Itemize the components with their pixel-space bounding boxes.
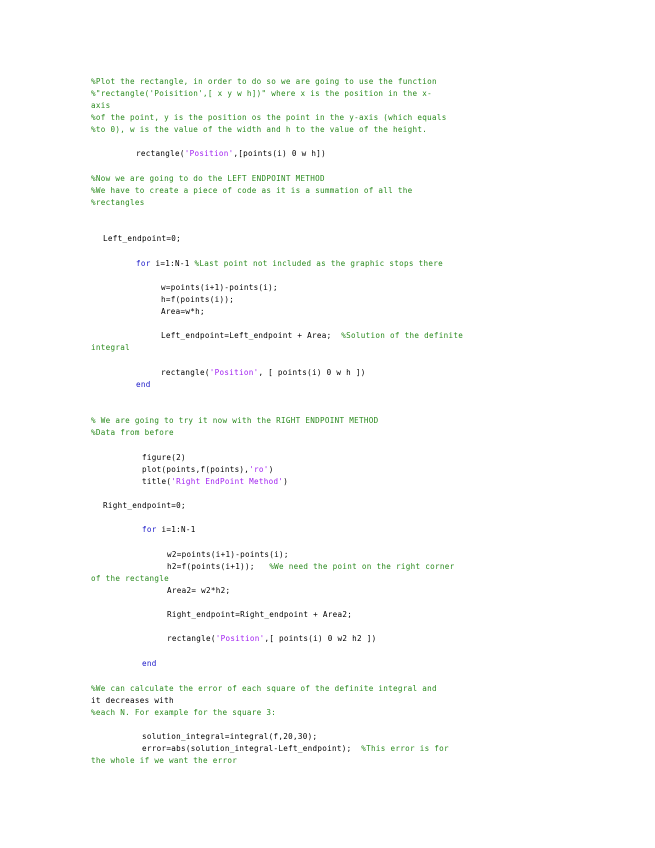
comment-line: the whole if we want the error [91,756,238,765]
code-text: rectangle( [161,368,210,377]
code-line: Area2= w2*h2; [167,586,231,595]
inline-comment: %This error is for [361,744,449,753]
string-literal: 'Position' [184,149,234,158]
code-line: h=f(points(i)); [161,295,235,304]
comment-line: %of the point, y is the position os the point in the y-axis (which equals [91,113,447,122]
comment-line: %We have to create a piece of code as it is a summation of all the [91,186,413,195]
code-text: Left_endpoint=Left_endpoint + Area; [161,331,342,340]
comment-line: integral [91,343,130,352]
inline-comment: %We need the point on the right corner [269,562,455,571]
code-text: , [ points(i) 0 w h ]) [258,368,366,377]
comment-line: %"rectangle('Poisition',[ x y w h])" where x is the position in the x- [91,89,433,98]
comment-line: % We are going to try it now with the RIGHT ENDPOINT METHOD [91,416,379,425]
code-line: solution_integral=integral(f,20,30); [142,732,318,741]
code-line [161,368,366,378]
code-line [142,744,449,754]
code-line [142,477,288,487]
code-line: w2=points(i+1)-points(i); [167,550,289,559]
code-text: plot(points,f(points), [142,465,250,474]
code-line: figure(2) [142,453,186,462]
keyword-end: end [142,659,157,668]
keyword-end: end [136,380,151,389]
string-literal: 'Right EndPoint Method' [171,477,284,486]
code-line [167,562,454,572]
code-text: rectangle( [136,149,185,158]
code-text: i=1:N-1 [156,525,196,534]
comment-line: %rectangles [91,198,145,207]
code-line: Area=w*h; [161,307,205,316]
inline-comment: %Last point not included as the graphic stops there [194,259,443,268]
code-line [142,525,196,535]
comment-line: of the rectangle [91,574,169,583]
code-line: w=points(i+1)-points(i); [161,283,278,292]
code-text: ,[points(i) 0 w h]) [233,149,327,158]
code-text: i=1:N-1 [150,259,195,268]
code-line [136,259,443,269]
code-text: rectangle( [167,634,216,643]
string-literal: 'ro' [249,465,269,474]
string-literal: 'Position' [209,368,259,377]
string-literal: 'Position' [215,634,265,643]
code-line [161,331,463,341]
comment-line: %each N. For example for the square 3: [91,708,277,717]
code-line [167,634,377,644]
keyword-for: for [136,259,151,268]
comment-line: %Now we are going to do the LEFT ENDPOINT METHOD [91,174,325,183]
code-line: Right_endpoint=Right_endpoint + Area2; [167,610,353,619]
code-line [142,465,274,475]
code-line [136,149,326,159]
code-text: ,[ points(i) 0 w2 h2 ]) [264,634,377,643]
code-line: Left_endpoint=0; [103,234,181,243]
keyword-for: for [142,525,157,534]
comment-line: %to 0), w is the value of the width and h to the value of the height. [91,125,428,134]
comment-line: %Plot the rectangle, in order to do so we are going to use the function [91,77,437,86]
code-line: it decreases with [91,696,174,705]
code-text: ) [283,477,289,486]
code-text: h2=f(points(i+1)); [167,562,270,571]
code-text: title( [142,477,172,486]
code-text: ) [268,465,274,474]
comment-line: axis [91,101,111,110]
comment-line: %We can calculate the error of each square of the definite integral and [91,684,437,693]
code-text: error=abs(solution_integral-Left_endpoint); [142,744,362,753]
code-line: Right_endpoint=0; [103,501,186,510]
inline-comment: %Solution of the definite [341,331,464,340]
comment-line: %Data from before [91,428,174,437]
